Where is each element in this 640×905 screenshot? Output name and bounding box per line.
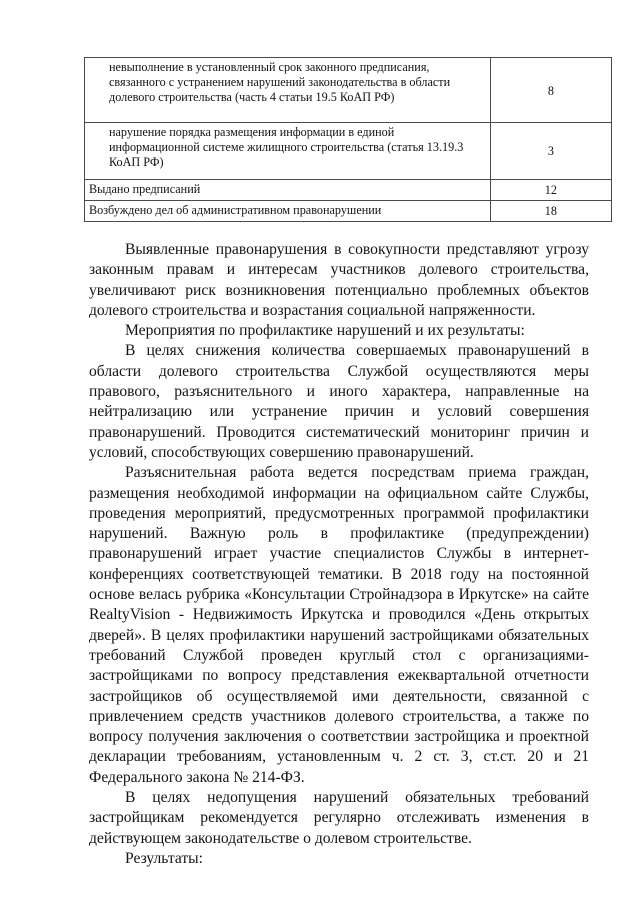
table-cell-value: 12: [490, 180, 611, 201]
paragraph-prevention: В целях снижения количества совершаемых правонарушений в области долевого строительства Службой осуществляются меры правового, разъяснительного и иного характера, направленные на нейтрализацию или устранение причин и условий совершения правонарушений. Проводится систематический мониторинг причин и условий, способствующих совершению правонарушений.: [89, 342, 589, 461]
violations-table: [84, 57, 612, 222]
table-row: [85, 58, 612, 123]
table-row: [85, 201, 612, 222]
table-cell-value: 8: [490, 58, 611, 123]
body-text: [89, 240, 589, 869]
table-row: [85, 123, 612, 180]
paragraph-measures-heading: Мероприятия по профилактике нарушений и их результаты:: [125, 322, 525, 340]
table-cell-value: 3: [490, 123, 611, 180]
paragraph-results-heading: Результаты:: [125, 849, 203, 867]
table-cell-description: невыполнение в установленный срок законного предписания, связанного с устранением нарушений законодательства в области долевого строительства (часть 4 статьи 19.5 КоАП РФ): [85, 58, 491, 123]
paragraph-threats: Выявленные правонарушения в совокупности представляют угрозу законным правам и интересам участников долевого строительства, увеличивают риск возникновения потенциально проблемных объектов долевого строительства и возрастания социальной напряженности.: [89, 241, 589, 319]
table-cell-description: Возбуждено дел об административном правонарушении: [85, 201, 491, 222]
paragraph-recommendation: В целях недопущения нарушений обязательных требований застройщикам рекомендуется регулярно отслеживать изменения в действующем законодательстве о долевом строительстве.: [89, 789, 589, 847]
table-cell-description: нарушение порядка размещения информации в единой информационной системе жилищного строительства (статья 13.19.3 КоАП РФ): [85, 123, 491, 180]
table-row: [85, 180, 612, 201]
paragraph-explanatory-work: Разъяснительная работа ведется посредствам приема граждан, размещения необходимой информации на официальном сайте Службы, проведения мероприятий, предусмотренных программой профилактики нарушений. Важную роль в профилактике (предупреждении) правонарушений играет участие специалистов Службы в интернет-конференциях соответствующей тематики. В 2018 году на постоянной основе велась рубрика «Консультации Стройнадзора в Иркутске» на сайте RealtyVision - Недвижимость Иркутска и проводился «День открытых дверей». В целях профилактики нарушений застройщиками обязательных требований Службой проведен круглый стол с организациями-застройщиками по вопросу представления ежеквартальной отчетности застройщиков об осуществляемой ими деятельности, связанной с привлечением средств участников долевого строительства, а также по вопросу получения заключения о соответствии застройщика и проектной декларации требованиям, установленным ч. 2 ст. 3, ст.ст. 20 и 21 Федерального закона № 214-ФЗ.: [89, 464, 589, 786]
table-cell-description: Выдано предписаний: [85, 180, 491, 201]
table-cell-value: 18: [490, 201, 611, 222]
